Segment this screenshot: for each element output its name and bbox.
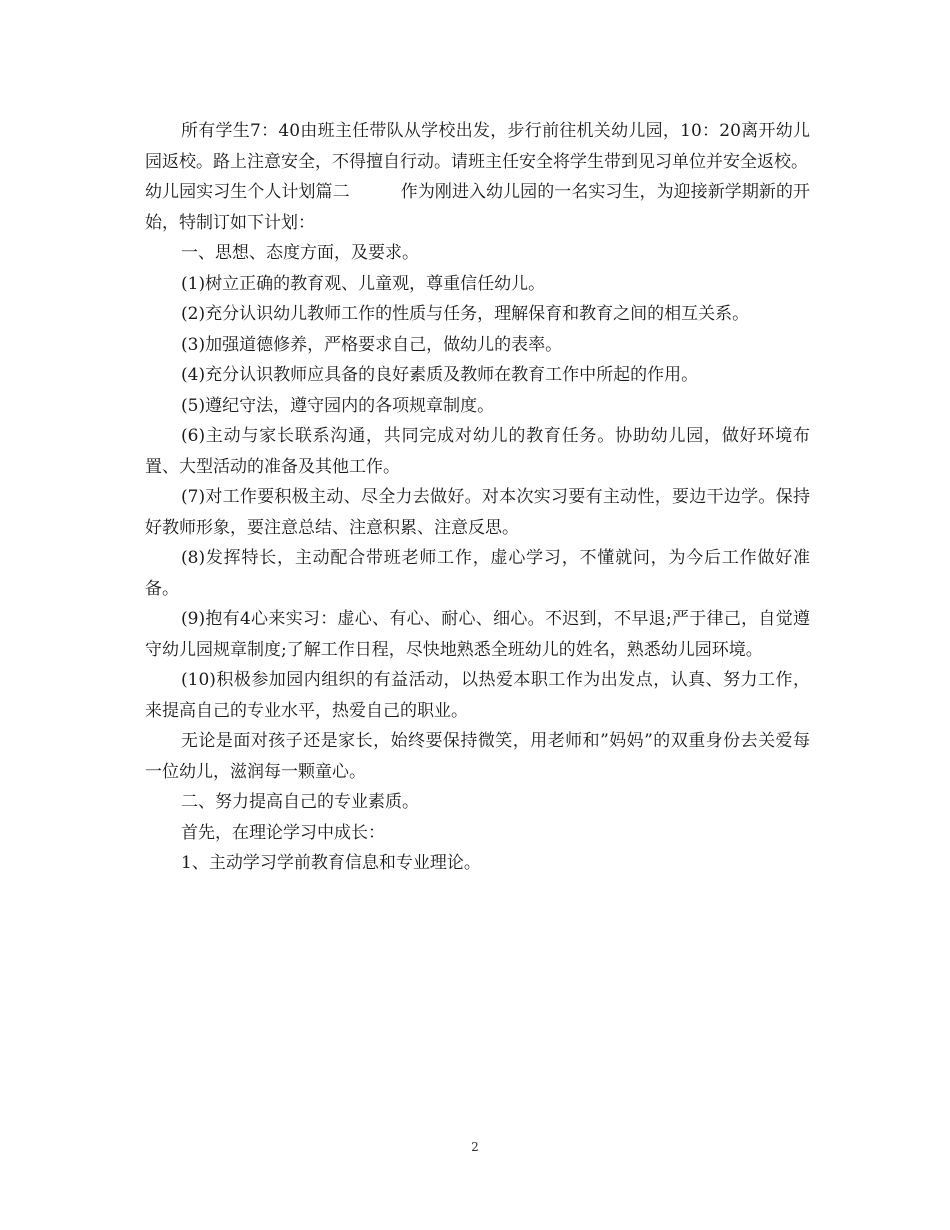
section-heading: 一、思想、态度方面，及要求。 bbox=[181, 243, 419, 263]
list-item: (10)积极参加园内组织的有益活动，以热爱本职工作为出发点，认真、努力工作，来提高自己的专业水平，热爱自己的职业。 bbox=[145, 670, 810, 721]
page-number: 2 bbox=[471, 1140, 479, 1154]
list-item: 1、主动学习学前教育信息和专业理论。 bbox=[181, 853, 481, 873]
list-item: (8)发挥特长，主动配合带班老师工作，虚心学习，不懂就问，为今后工作做好准备。 bbox=[145, 548, 810, 599]
list-item: (1)树立正确的教育观、儿童观，尊重信任幼儿。 bbox=[181, 273, 546, 294]
paragraph: 幼儿园实习生个人计划篇二 作为刚进入幼儿园的一名实习生，为迎接新学期新的开始，特制订如下计划： bbox=[145, 182, 810, 233]
document-body bbox=[145, 116, 810, 879]
paragraph: 无论是面对孩子还是家长，始终要保持微笑，用老师和”妈妈”的双重身份去关爱每一位幼儿，滋润每一颗童心。 bbox=[145, 731, 810, 782]
paragraph: 所有学生7：40由班主任带队从学校出发，步行前往机关幼儿园，10：20离开幼儿园返校。路上注意安全，不得擅自行动。请班主任安全将学生带到见习单位并安全返校。 bbox=[145, 121, 810, 172]
list-item: (3)加强道德修养，严格要求自己，做幼儿的表率。 bbox=[181, 334, 563, 355]
list-item: (5)遵纪守法，遵守园内的各项规章制度。 bbox=[181, 395, 495, 416]
list-item: (6)主动与家长联系沟通，共同完成对幼儿的教育任务。协助幼儿园，做好环境布置、大型活动的准备及其他工作。 bbox=[145, 426, 810, 477]
list-item: (4)充分认识教师应具备的良好素质及教师在教育工作中所起的作用。 bbox=[181, 365, 699, 385]
list-item: (7)对工作要积极主动、尽全力去做好。对本次实习要有主动性，要边干边学。保持好教师形象，要注意总结、注意积累、注意反思。 bbox=[145, 487, 810, 538]
section-heading: 二、努力提高自己的专业素质。 bbox=[181, 792, 419, 812]
paragraph: 首先，在理论学习中成长： bbox=[181, 822, 385, 843]
list-item: (2)充分认识幼儿教师工作的性质与任务，理解保育和教育之间的相互关系。 bbox=[181, 304, 750, 324]
list-item: (9)抱有4心来实习：虚心、有心、耐心、细心。不迟到，不早退;严于律己，自觉遵守幼儿园规章制度;了解工作日程，尽快地熟悉全班幼儿的姓名，熟悉幼儿园环境。 bbox=[145, 609, 810, 660]
